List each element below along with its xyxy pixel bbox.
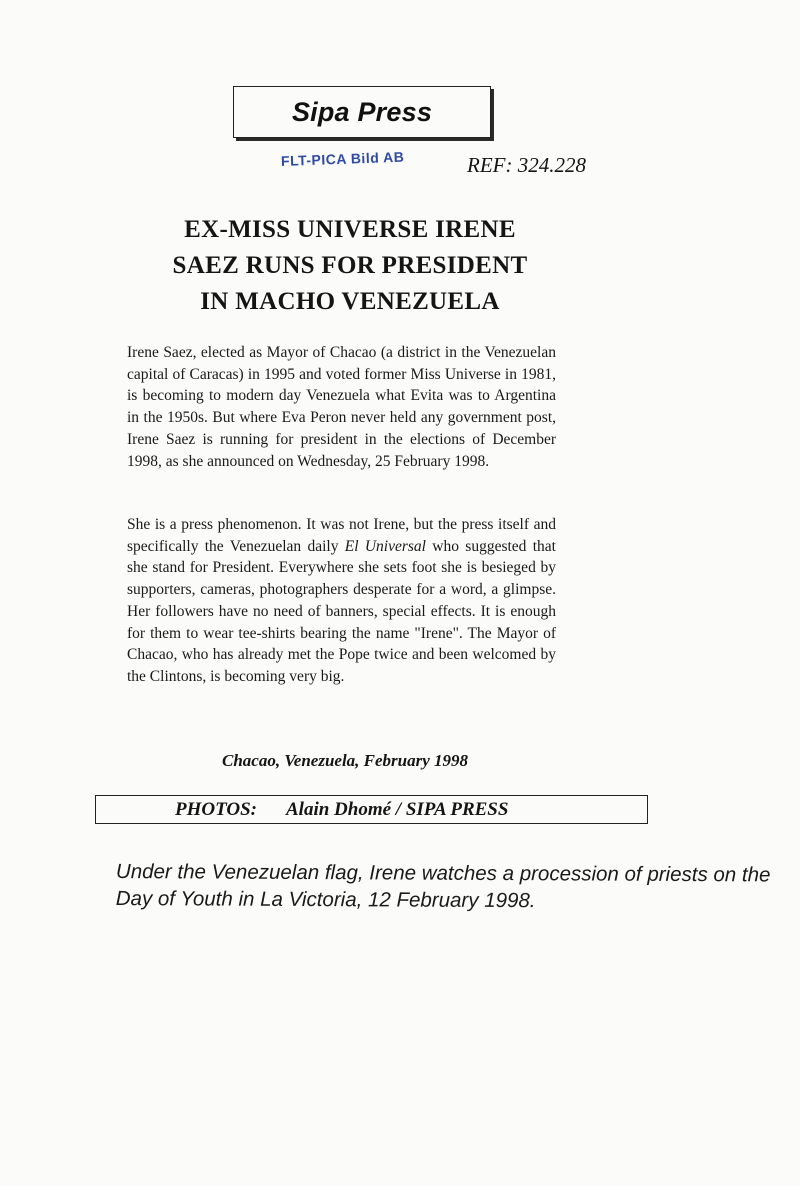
photo-credit-name: Alain Dhomé / SIPA PRESS xyxy=(286,799,509,820)
headline-line-1: EX-MISS UNIVERSE IRENE xyxy=(184,216,516,243)
paragraph-2-text-end: who suggested that she stand for President. Everywhere she sets foot she is besieged by supporters, cameras, photographers desperate for a word, a glimpse. Her followers have no need of banners, special effects. It is enough for them to wear tee-shirts bearing the name "Irene". The Mayor of Chacao, who has already met the Pope twice and been welcomed by the Clintons, is becoming very big. xyxy=(127,537,556,685)
headline-line-3: IN MACHO VENEZUELA xyxy=(200,288,500,315)
photo-credit-box xyxy=(95,795,648,824)
reference-number: REF: 324.228 xyxy=(467,153,586,177)
body-paragraph-1: Irene Saez, elected as Mayor of Chacao (a district in the Venezuelan capital of Caracas) in 1995 and voted former Miss Universe in 1981, is becoming to modern day Venezuela what Evita was to Argentina in the 1950s. But where Eva Peron never held any government post, Irene Saez is running for president in the elections of December 1998, as she announced on Wednesday, 25 February 1998. xyxy=(127,344,556,470)
newspaper-name: El Universal xyxy=(344,537,426,555)
agency-name: Sipa Press xyxy=(291,96,433,127)
photo-caption: Under the Venezuelan flag, Irene watches a procession of priests on the Day of Youth in La Victoria, 12 February 1998. xyxy=(115,860,771,913)
archive-stamp: FLT-PICA Bild AB xyxy=(280,148,405,169)
agency-logo-box xyxy=(233,86,491,138)
paragraph-2-text-start: She is a press phenomenon. It was not Irene, but the press itself and specifically the Venezuelan daily xyxy=(127,516,556,555)
body-paragraph-2 xyxy=(127,514,556,688)
headline-line-2: SAEZ RUNS FOR PRESIDENT xyxy=(172,252,528,279)
photo-credit-label: PHOTOS: xyxy=(175,799,257,820)
dateline: Chacao, Venezuela, February 1998 xyxy=(222,751,469,770)
headline xyxy=(120,212,580,320)
